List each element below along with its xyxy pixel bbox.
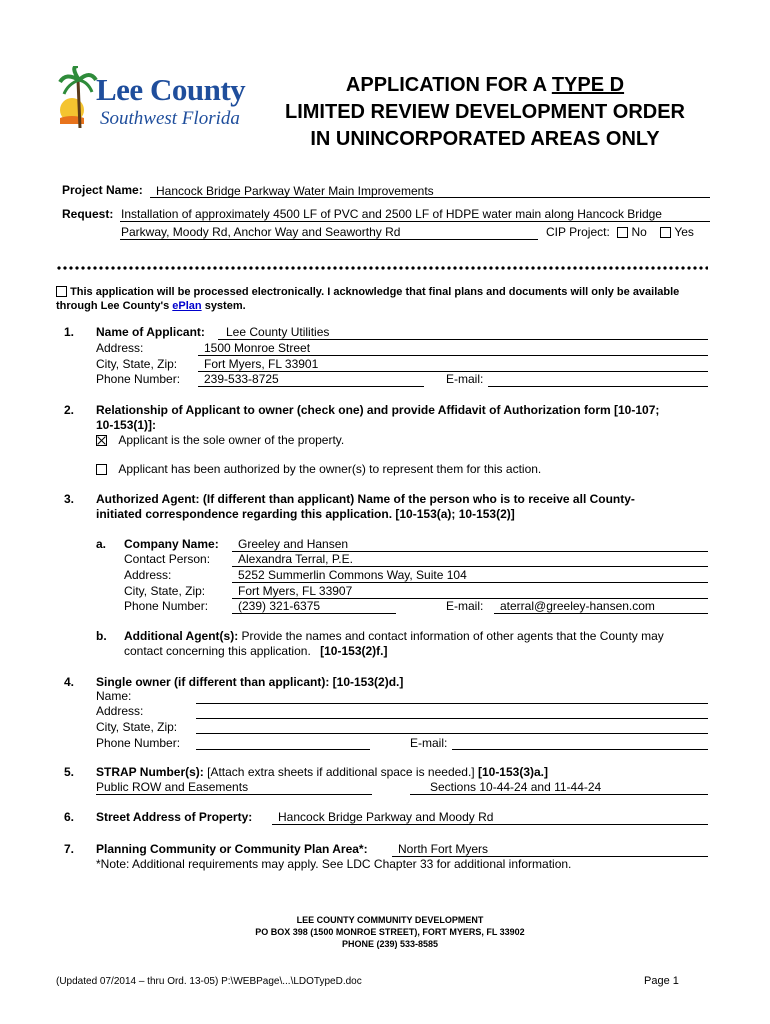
footer-line-1: LEE COUNTY COMMUNITY DEVELOPMENT bbox=[296, 915, 484, 925]
applicant-phone-field[interactable]: 239-533-8725 bbox=[204, 372, 279, 386]
additional-agents-text-2 bbox=[124, 644, 387, 658]
contact-person-field[interactable]: Alexandra Terral, P.E. bbox=[238, 552, 353, 566]
applicant-name-label: Name of Applicant: bbox=[96, 325, 205, 339]
owner-email-label: E-mail: bbox=[410, 736, 448, 750]
dotted-divider bbox=[56, 266, 708, 270]
eplan-text-1: This application will be processed electronically. I acknowledge that final plans and documents will only be available bbox=[70, 286, 680, 298]
agent-address-rule bbox=[232, 582, 708, 583]
strap-label: STRAP Number(s): bbox=[96, 765, 204, 779]
additional-agents-label: Additional Agent(s): bbox=[124, 629, 239, 643]
project-name-field[interactable]: Hancock Bridge Parkway Water Main Improvements bbox=[156, 184, 434, 198]
owner-name-field[interactable] bbox=[196, 703, 708, 704]
owner-csz-label: City, State, Zip: bbox=[96, 720, 178, 734]
agent-csz-field[interactable]: Fort Myers, FL 33907 bbox=[238, 584, 353, 598]
eplan-text-3: system. bbox=[201, 300, 246, 312]
section-6-number: 6. bbox=[64, 810, 75, 824]
company-name-field[interactable]: Greeley and Hansen bbox=[238, 537, 349, 551]
applicant-address-field[interactable]: 1500 Monroe Street bbox=[204, 341, 311, 355]
agent-address-field[interactable]: 5252 Summerlin Commons Way, Suite 104 bbox=[238, 568, 467, 582]
request-line-2-rule bbox=[120, 239, 538, 240]
title-line-3: IN UNINCORPORATED AREAS ONLY bbox=[310, 128, 660, 150]
eplan-acknowledgment bbox=[56, 285, 679, 313]
applicant-address-label: Address: bbox=[96, 341, 144, 355]
additional-agents-text-1 bbox=[124, 629, 664, 643]
footer-line-3: PHONE (239) 533-8585 bbox=[341, 939, 439, 949]
strap-value-1[interactable]: Public ROW and Easements bbox=[96, 780, 249, 794]
additional-agents-desc: Provide the names and contact information of other agents that the County may bbox=[238, 629, 664, 643]
applicant-name-rule bbox=[218, 339, 708, 340]
project-name-label: Project Name: bbox=[62, 183, 143, 197]
owner-name-label: Name: bbox=[96, 689, 132, 703]
section-2-number: 2. bbox=[64, 403, 75, 417]
page-title bbox=[250, 72, 720, 153]
applicant-csz-field[interactable]: Fort Myers, FL 33901 bbox=[204, 357, 319, 371]
street-address-rule bbox=[272, 824, 708, 825]
street-address-label: Street Address of Property: bbox=[96, 810, 253, 824]
footer-updated: (Updated 07/2014 – thru Ord. 13-05) P:\WEBPage\...\LDOTypeD.doc bbox=[56, 976, 362, 987]
section-7-number: 7. bbox=[64, 842, 75, 856]
title-line-2: LIMITED REVIEW DEVELOPMENT ORDER bbox=[284, 101, 686, 123]
additional-agents-ref: [10-153(2)f.] bbox=[320, 644, 388, 658]
section-3-number: 3. bbox=[64, 492, 75, 506]
cip-yes-checkbox[interactable] bbox=[660, 227, 671, 238]
section-3a-number: a. bbox=[96, 537, 107, 551]
applicant-address-rule bbox=[198, 355, 708, 356]
strap-heading bbox=[96, 765, 548, 779]
agent-phone-rule bbox=[232, 613, 396, 614]
relationship-option-sole-owner bbox=[96, 433, 344, 447]
strap-value-2[interactable]: Sections 10-44-24 and 11-44-24 bbox=[430, 780, 602, 794]
title-line-1 bbox=[250, 72, 720, 99]
agent-email-rule bbox=[494, 613, 708, 614]
section-4-number: 4. bbox=[64, 675, 75, 689]
planning-note: *Note: Additional requirements may apply. See LDC Chapter 33 for additional information. bbox=[96, 857, 572, 871]
sole-owner-label: Applicant is the sole owner of the property. bbox=[118, 433, 345, 447]
eplan-text-2: through Lee County's bbox=[56, 300, 173, 312]
single-owner-heading: Single owner (if different than applicant): [10-153(2)d.] bbox=[96, 675, 404, 689]
applicant-email-label: E-mail: bbox=[446, 372, 484, 386]
sole-owner-checkbox[interactable] bbox=[96, 435, 107, 446]
agent-phone-field[interactable]: (239) 321-6375 bbox=[238, 599, 321, 613]
eplan-link[interactable]: ePlan bbox=[172, 300, 202, 312]
agent-email-field[interactable]: aterral@greeley-hansen.com bbox=[500, 599, 655, 613]
lee-county-logo bbox=[58, 64, 244, 132]
footer-line-2: PO BOX 398 (1500 MONROE STREET), FORT MYERS, FL 33902 bbox=[255, 927, 525, 937]
request-line-1[interactable]: Installation of approximately 4500 LF of PVC and 2500 LF of HDPE water main along Hancock Bridge bbox=[121, 207, 662, 221]
strap-rule-2 bbox=[410, 794, 708, 795]
agent-heading-1: Authorized Agent: (If different than applicant) Name of the person who is to receive all County- bbox=[96, 492, 635, 506]
section-3b-number: b. bbox=[96, 629, 107, 643]
street-address-field[interactable]: Hancock Bridge Parkway and Moody Rd bbox=[278, 810, 494, 824]
applicant-phone-rule bbox=[198, 386, 424, 387]
footer-address-block bbox=[200, 914, 580, 950]
palm-tree-icon bbox=[58, 66, 98, 130]
company-name-label: Company Name: bbox=[124, 537, 219, 551]
section-1-number: 1. bbox=[64, 325, 75, 339]
owner-csz-field[interactable] bbox=[196, 733, 708, 734]
strap-ref: [10-153(3)a.] bbox=[477, 765, 548, 779]
owner-address-label: Address: bbox=[96, 704, 144, 718]
cip-yes-label: Yes bbox=[674, 225, 694, 239]
agent-phone-label: Phone Number: bbox=[124, 599, 209, 613]
cip-no-label: No bbox=[631, 225, 647, 239]
owner-phone-field[interactable] bbox=[196, 749, 370, 750]
strap-instructions: [Attach extra sheets if additional space is needed.] bbox=[203, 765, 478, 779]
contact-person-rule bbox=[232, 566, 708, 567]
agent-email-label: E-mail: bbox=[446, 599, 484, 613]
relationship-heading-2: 10-153(1)]: bbox=[96, 418, 157, 432]
request-line-2[interactable]: Parkway, Moody Rd, Anchor Way and Seaworthy Rd bbox=[121, 225, 401, 239]
strap-rule-1 bbox=[96, 794, 372, 795]
owner-email-field[interactable] bbox=[452, 749, 708, 750]
relationship-option-authorized bbox=[96, 462, 541, 476]
request-label: Request: bbox=[62, 207, 114, 221]
planning-community-field[interactable]: North Fort Myers bbox=[398, 842, 489, 856]
title-type-d: TYPE D bbox=[551, 74, 625, 96]
cip-no-checkbox[interactable] bbox=[617, 227, 628, 238]
owner-phone-label: Phone Number: bbox=[96, 736, 181, 750]
authorized-checkbox[interactable] bbox=[96, 464, 107, 475]
logo-name: Lee County bbox=[96, 72, 246, 107]
agent-csz-label: City, State, Zip: bbox=[124, 584, 206, 598]
eplan-checkbox[interactable] bbox=[56, 286, 67, 297]
agent-address-label: Address: bbox=[124, 568, 172, 582]
title-line-1-text: APPLICATION FOR A bbox=[345, 74, 552, 96]
applicant-phone-label: Phone Number: bbox=[96, 372, 181, 386]
additional-agents-desc-2: contact concerning this application. bbox=[124, 644, 311, 658]
section-5-number: 5. bbox=[64, 765, 75, 779]
logo-tagline: Southwest Florida bbox=[100, 108, 240, 129]
applicant-csz-label: City, State, Zip: bbox=[96, 357, 178, 371]
cip-project bbox=[546, 225, 694, 239]
owner-address-field[interactable] bbox=[196, 718, 708, 719]
agent-heading-2: initiated correspondence regarding this application. [10-153(a); 10-153(2)] bbox=[96, 507, 515, 521]
cip-label: CIP Project: bbox=[546, 225, 610, 239]
relationship-heading-1: Relationship of Applicant to owner (check one) and provide Affidavit of Authorization form [10-107; bbox=[96, 403, 660, 417]
applicant-email-rule[interactable] bbox=[488, 386, 708, 387]
applicant-name-field[interactable]: Lee County Utilities bbox=[226, 325, 330, 339]
request-line-1-rule bbox=[120, 221, 710, 222]
planning-community-label: Planning Community or Community Plan Area*: bbox=[96, 842, 368, 856]
contact-person-label: Contact Person: bbox=[124, 552, 211, 566]
authorized-label: Applicant has been authorized by the owner(s) to represent them for this action. bbox=[118, 462, 542, 476]
page-number: Page 1 bbox=[644, 975, 679, 987]
